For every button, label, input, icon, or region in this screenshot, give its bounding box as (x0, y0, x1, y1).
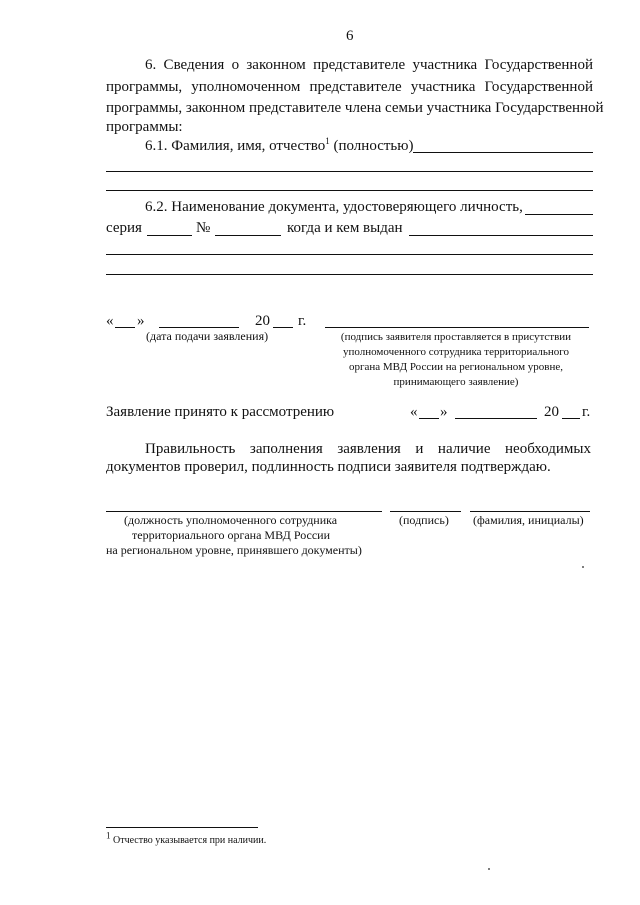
application-date-caption: (дата подачи заявления) (146, 329, 269, 343)
officer-signature-field[interactable] (390, 511, 461, 512)
issued-by-continuation-field-2[interactable] (106, 274, 593, 275)
verification-line-2: документов проверил, подлинность подписи заявителя подтверждаю. (106, 459, 551, 475)
application-year-suffix: г. (298, 313, 307, 329)
section-6-heading-line-3: программы, законном представителе члена семьи участника Государственной (106, 100, 604, 116)
applicant-signature-field[interactable] (325, 327, 589, 328)
identity-document-name-field[interactable] (525, 214, 593, 215)
number-field[interactable] (215, 235, 281, 236)
footnote (106, 830, 267, 847)
footnote-ref: 1 (325, 136, 330, 146)
full-name-continuation-field-2[interactable] (106, 190, 593, 191)
accepted-year-prefix: 20 (544, 404, 559, 420)
applicant-signature-caption-line-4: принимающего заявление) (393, 376, 519, 388)
issued-label: когда и кем выдан (287, 220, 403, 236)
accepted-day-quote-close: » (440, 404, 448, 420)
accepted-day-field[interactable] (419, 418, 439, 419)
number-label: № (196, 220, 211, 236)
applicant-signature-caption-line-2: уполномоченного сотрудника территориального (342, 346, 569, 358)
full-name-field[interactable] (413, 152, 593, 153)
accepted-for-review-label: Заявление принято к рассмотрению (106, 404, 335, 420)
application-year-prefix: 20 (255, 313, 270, 329)
full-name-label (145, 137, 413, 155)
full-name-continuation-field[interactable] (106, 171, 593, 172)
accepted-year-suffix: г. (582, 404, 591, 420)
section-6-heading-line-1: 6. Сведения о законном представителе участника Государственной (145, 57, 593, 73)
officer-signature-caption: (подпись) (399, 513, 449, 527)
officer-position-caption-line-1: (должность уполномоченного сотрудника (124, 513, 338, 527)
series-label: серия (106, 220, 142, 236)
applicant-signature-caption-line-3: органа МВД России на региональном уровне, (348, 361, 564, 373)
footnote-mark: 1 (106, 830, 111, 841)
footnote-text: Отчество указывается при наличии. (110, 835, 267, 846)
application-year-field[interactable] (273, 327, 293, 328)
scan-speck (488, 868, 490, 870)
application-day-quote-close: » (137, 313, 145, 329)
full-name-label-suffix: (полностью) (329, 138, 414, 154)
application-day-field[interactable] (115, 327, 135, 328)
accepted-month-field[interactable] (455, 418, 537, 419)
officer-position-caption-line-2: территориального органа МВД России (132, 528, 331, 542)
officer-name-field[interactable] (470, 511, 590, 512)
application-month-field[interactable] (159, 327, 239, 328)
application-day-quote-open: « (106, 313, 114, 329)
officer-position-caption-line-3: на региональном уровне, принявшего документы) (106, 543, 362, 557)
scan-speck (582, 566, 584, 568)
officer-position-field[interactable] (106, 511, 382, 512)
issued-by-field[interactable] (409, 235, 593, 236)
section-6-heading-line-2: программы, уполномоченном представителе участника Государственной (106, 79, 593, 95)
page-number: 6 (346, 28, 354, 44)
identity-document-label: 6.2. Наименование документа, удостоверяющего личность, (145, 199, 523, 215)
full-name-label-text: 6.1. Фамилия, имя, отчество (145, 138, 326, 154)
accepted-year-field[interactable] (562, 418, 580, 419)
verification-line-1: Правильность заполнения заявления и наличие необходимых (145, 441, 591, 457)
section-6-heading-line-4: программы: (106, 119, 183, 135)
series-field[interactable] (147, 235, 192, 236)
officer-name-caption: (фамилия, инициалы) (473, 513, 584, 527)
applicant-signature-caption-line-1: (подпись заявителя проставляется в присутствии (340, 331, 572, 343)
footnote-separator (106, 827, 258, 828)
issued-by-continuation-field[interactable] (106, 254, 593, 255)
accepted-day-quote-open: « (410, 404, 418, 420)
